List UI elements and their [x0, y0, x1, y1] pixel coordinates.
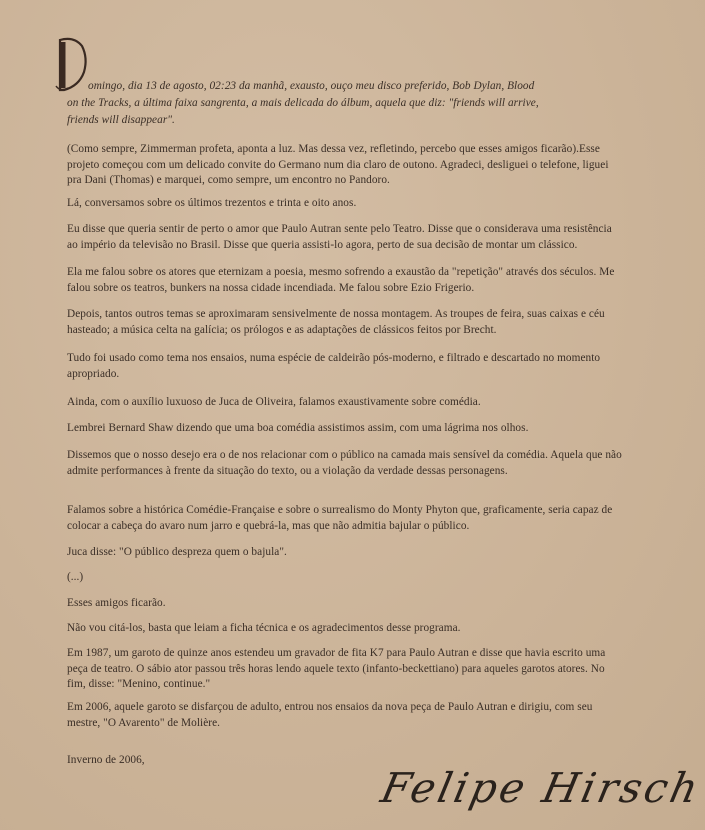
opening-line-3: friends will disappear".	[67, 114, 175, 126]
paragraph-12: (...)	[67, 571, 84, 583]
paragraph-16: Em 2006, aquele garoto se disfarçou de adulto, entrou nos ensaios da nova peça de Paulo Autran e dirigiu, com seu mestre, "O Avarento" de Molière.	[67, 701, 593, 729]
paragraph-15: Em 1987, um garoto de quinze anos estendeu um gravador de fita K7 para Paulo Autran e disse que havia escrito uma peça de teatro. O sábio ator passou três horas lendo aquele texto (infanto-beckettiano) para aqueles garotos atores. No fim, disse: "Menino, continue."	[67, 647, 606, 691]
paragraph-11: Juca disse: "O público despreza quem o bajula".	[67, 546, 287, 558]
closing-date: Inverno de 2006,	[67, 754, 145, 766]
paragraph-4: Ela me falou sobre os atores que eternizam a poesia, mesmo sofrendo a exaustão da "repetição" através dos séculos. Me falou sobre os teatros, bunkers na nossa cidade incendiada. Me falou sobre Ezio Frigerio.	[67, 266, 615, 294]
paragraph-8: Lembrei Bernard Shaw dizendo que uma boa comédia assistimos assim, com uma lágrima nos olhos.	[67, 422, 529, 434]
paragraph-10: Falamos sobre a histórica Comédie-Française e sobre o surrealismo do Monty Phyton que, graficamente, seria capaz de colocar a cabeça do avaro num jarro e quebrá-la, mas que não admitia bajular o público.	[67, 504, 613, 532]
paragraph-14: Não vou citá-los, basta que leiam a ficha técnica e os agradecimentos desse programa.	[67, 622, 461, 634]
paragraph-3: Eu disse que queria sentir de perto o amor que Paulo Autran sente pelo Teatro. Disse que o considerava uma resistência ao império da televisão no Brasil. Disse que queria assisti-lo agora, perto de sua decisão de montar um clássico.	[67, 223, 612, 251]
paragraph-2: Lá, conversamos sobre os últimos trezentos e trinta e oito anos.	[67, 197, 357, 209]
signature: Felipe Hirsch	[376, 764, 705, 812]
opening-line-1: omingo, dia 13 de agosto, 02:23 da manhã, exausto, ouço meu disco preferido, Bob Dylan, Blood	[88, 80, 535, 92]
paragraph-13: Esses amigos ficarão.	[67, 597, 166, 609]
paragraph-9: Dissemos que o nosso desejo era o de nos relacionar com o público na camada mais sensível da comédia. Aquela que não admite performances à frente da situação do texto, ou a violação da verdade dessas personagens.	[67, 449, 622, 477]
opening-line-2: on the Tracks, a última faixa sangrenta, a mais delicada do álbum, aquela que diz: "friends will arrive,	[67, 97, 539, 109]
paragraph-7: Ainda, com o auxílio luxuoso de Juca de Oliveira, falamos exaustivamente sobre comédia.	[67, 396, 481, 408]
paragraph-6: Tudo foi usado como tema nos ensaios, numa espécie de caldeirão pós-moderno, e filtrado e descartado no momento apropriado.	[67, 352, 601, 380]
dropcap-ornament	[54, 36, 88, 92]
paragraph-5: Depois, tantos outros temas se aproximaram sensivelmente de nossa montagem. As troupes de feira, suas caixas e céu hasteado; a música celta na galícia; os prólogos e as adaptações de clássicos feitos por Brecht.	[67, 308, 605, 336]
paragraph-1: (Como sempre, Zimmerman profeta, aponta a luz. Mas dessa vez, refletindo, percebo que esses amigos ficarão).Esse projeto começou com um delicado convite do Germano num dia claro de outono. Agradeci, desliguei o telefone, liguei pra Dani (Thomas) e marquei, como sempre, um encontro no Pandoro.	[67, 143, 609, 187]
